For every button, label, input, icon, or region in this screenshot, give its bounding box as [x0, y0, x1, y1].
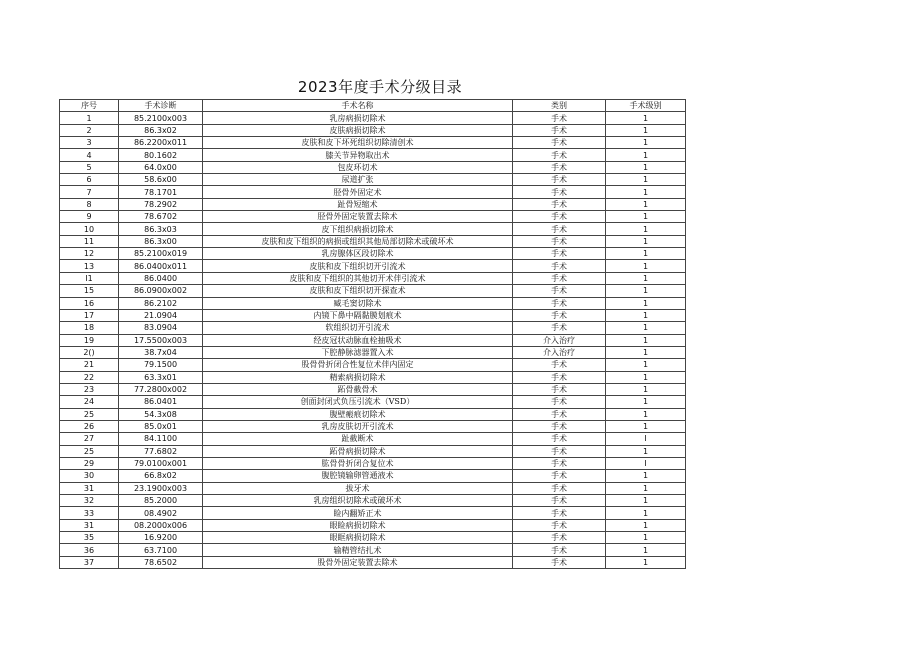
cell-serial-number: 7 — [60, 186, 119, 198]
cell-surgery-level: 1 — [606, 470, 686, 482]
table-row — [60, 457, 686, 469]
cell-surgery-name: 皮肤和皮下组织的其他切开术伴引流术 — [203, 272, 513, 284]
cell-surgery-level: 1 — [606, 186, 686, 198]
cell-diagnosis-code: 54.3x08 — [119, 408, 203, 420]
cell-diagnosis-code: 77.2800x002 — [119, 383, 203, 395]
cell-category: 手术 — [513, 161, 606, 173]
cell-surgery-level: 1 — [606, 507, 686, 519]
cell-surgery-level: 1 — [606, 482, 686, 494]
cell-category: 手术 — [513, 272, 606, 284]
cell-serial-number: 18 — [60, 322, 119, 334]
table-row — [60, 112, 686, 124]
cell-category: 手术 — [513, 285, 606, 297]
cell-surgery-level: 1 — [606, 408, 686, 420]
cell-serial-number: 25 — [60, 445, 119, 457]
cell-diagnosis-code: 86.0900x002 — [119, 285, 203, 297]
cell-diagnosis-code: 66.8x02 — [119, 470, 203, 482]
cell-category: 手术 — [513, 420, 606, 432]
cell-surgery-name: 胫骨外固定术 — [203, 186, 513, 198]
cell-serial-number: 21 — [60, 359, 119, 371]
table-row — [60, 532, 686, 544]
cell-serial-number: 31 — [60, 482, 119, 494]
cell-diagnosis-code: 63.7100 — [119, 544, 203, 556]
cell-serial-number: 32 — [60, 495, 119, 507]
cell-category: 手术 — [513, 223, 606, 235]
cell-surgery-level: 1 — [606, 248, 686, 260]
cell-surgery-name: 皮肤和皮下坏死组织切除清创术 — [203, 137, 513, 149]
cell-surgery-name: 趾骨短缩术 — [203, 198, 513, 210]
cell-surgery-level: 1 — [606, 334, 686, 346]
cell-category: 手术 — [513, 309, 606, 321]
cell-diagnosis-code: 85.0x01 — [119, 420, 203, 432]
cell-surgery-name: 皮肤和皮下组织的病损或组织其他局部切除术或破坏术 — [203, 235, 513, 247]
cell-surgery-name: 腹腔镜输卵管通液术 — [203, 470, 513, 482]
cell-serial-number: 24 — [60, 396, 119, 408]
cell-category: 手术 — [513, 371, 606, 383]
cell-surgery-name: 创面封闭式负压引流术（VSD） — [203, 396, 513, 408]
cell-surgery-name: 内镜下鼻中隔黏膜划痕术 — [203, 309, 513, 321]
cell-category: 介入治疗 — [513, 334, 606, 346]
cell-surgery-name: 腹壁瘢痕切除术 — [203, 408, 513, 420]
table-row — [60, 371, 686, 383]
cell-category: 手术 — [513, 408, 606, 420]
header-surgery-level: 手术级别 — [606, 100, 686, 112]
cell-diagnosis-code: 38.7x04 — [119, 346, 203, 358]
cell-serial-number: 30 — [60, 470, 119, 482]
cell-diagnosis-code: 85.2100x003 — [119, 112, 203, 124]
cell-surgery-level: 1 — [606, 346, 686, 358]
table-row — [60, 420, 686, 432]
cell-category: 手术 — [513, 124, 606, 136]
table-row — [60, 482, 686, 494]
cell-surgery-level: I — [606, 457, 686, 469]
cell-serial-number: 9 — [60, 211, 119, 223]
cell-surgery-level: 1 — [606, 309, 686, 321]
cell-surgery-level: I — [606, 433, 686, 445]
header-diagnosis-code: 手术诊断 — [119, 100, 203, 112]
cell-diagnosis-code: 86.2102 — [119, 297, 203, 309]
cell-serial-number: 37 — [60, 556, 119, 568]
cell-diagnosis-code: 86.3x02 — [119, 124, 203, 136]
cell-surgery-name: 精索病损切除术 — [203, 371, 513, 383]
cell-serial-number: 15 — [60, 285, 119, 297]
cell-diagnosis-code: 78.2902 — [119, 198, 203, 210]
cell-category: 手术 — [513, 174, 606, 186]
table-row — [60, 383, 686, 395]
header-surgery-name: 手术名称 — [203, 100, 513, 112]
cell-serial-number: 33 — [60, 507, 119, 519]
table-row — [60, 519, 686, 531]
table-row — [60, 272, 686, 284]
cell-surgery-level: 1 — [606, 420, 686, 432]
cell-surgery-name: 经皮冠状动脉血栓抽吸术 — [203, 334, 513, 346]
cell-serial-number: 31 — [60, 519, 119, 531]
cell-surgery-name: 股骨骨折闭合性复位术伴内固定 — [203, 359, 513, 371]
cell-surgery-name: 输精管结扎术 — [203, 544, 513, 556]
cell-surgery-name: 臧毛窦切除术 — [203, 297, 513, 309]
cell-serial-number: 2() — [60, 346, 119, 358]
table-row — [60, 470, 686, 482]
cell-category: 手术 — [513, 470, 606, 482]
table-row — [60, 124, 686, 136]
cell-diagnosis-code: 78.1701 — [119, 186, 203, 198]
table-row — [60, 174, 686, 186]
cell-diagnosis-code: 86.3x03 — [119, 223, 203, 235]
cell-surgery-level: 1 — [606, 359, 686, 371]
cell-serial-number: 36 — [60, 544, 119, 556]
table-row — [60, 235, 686, 247]
cell-surgery-level: 1 — [606, 556, 686, 568]
table-row — [60, 248, 686, 260]
table-row — [60, 396, 686, 408]
cell-surgery-name: 眼睑病损切除术 — [203, 519, 513, 531]
cell-serial-number: 26 — [60, 420, 119, 432]
cell-category: 手术 — [513, 433, 606, 445]
cell-category: 手术 — [513, 211, 606, 223]
cell-diagnosis-code: 83.0904 — [119, 322, 203, 334]
cell-surgery-level: 1 — [606, 161, 686, 173]
cell-serial-number: I1 — [60, 272, 119, 284]
surgery-catalog-table — [59, 99, 686, 569]
table-row — [60, 556, 686, 568]
table-row — [60, 507, 686, 519]
cell-category: 手术 — [513, 260, 606, 272]
cell-category: 手术 — [513, 482, 606, 494]
cell-surgery-name: 胫骨外固定装置去除术 — [203, 211, 513, 223]
table-row — [60, 544, 686, 556]
cell-surgery-name: 尿道扩张 — [203, 174, 513, 186]
cell-category: 手术 — [513, 457, 606, 469]
cell-surgery-level: 1 — [606, 371, 686, 383]
cell-category: 手术 — [513, 556, 606, 568]
cell-serial-number: 25 — [60, 408, 119, 420]
cell-diagnosis-code: 17.5500x003 — [119, 334, 203, 346]
cell-surgery-name: 乳房腺体区段切除术 — [203, 248, 513, 260]
cell-surgery-name: 股骨外固定装置去除术 — [203, 556, 513, 568]
cell-serial-number: 17 — [60, 309, 119, 321]
cell-category: 手术 — [513, 519, 606, 531]
table-row — [60, 346, 686, 358]
cell-diagnosis-code: 86.0400 — [119, 272, 203, 284]
table-row — [60, 359, 686, 371]
cell-diagnosis-code: 78.6702 — [119, 211, 203, 223]
table-row — [60, 297, 686, 309]
cell-diagnosis-code: 77.6802 — [119, 445, 203, 457]
cell-category: 手术 — [513, 507, 606, 519]
cell-surgery-name: 跖骨截骨术 — [203, 383, 513, 395]
cell-surgery-level: 1 — [606, 223, 686, 235]
cell-serial-number: 29 — [60, 457, 119, 469]
cell-serial-number: 3 — [60, 137, 119, 149]
table-row — [60, 495, 686, 507]
table-header-row — [60, 100, 686, 112]
cell-diagnosis-code: 08.4902 — [119, 507, 203, 519]
cell-serial-number: 22 — [60, 371, 119, 383]
cell-surgery-level: 1 — [606, 396, 686, 408]
cell-category: 手术 — [513, 297, 606, 309]
cell-diagnosis-code: 23.1900x003 — [119, 482, 203, 494]
cell-diagnosis-code: 21.0904 — [119, 309, 203, 321]
cell-category: 手术 — [513, 112, 606, 124]
cell-diagnosis-code: 80.1602 — [119, 149, 203, 161]
cell-category: 手术 — [513, 322, 606, 334]
table-row — [60, 198, 686, 210]
cell-diagnosis-code: 86.3x00 — [119, 235, 203, 247]
cell-surgery-name: 下腔静脉滤器置入术 — [203, 346, 513, 358]
cell-serial-number: 10 — [60, 223, 119, 235]
cell-serial-number: 13 — [60, 260, 119, 272]
cell-serial-number: 12 — [60, 248, 119, 260]
cell-surgery-name: 皮肤病损切除术 — [203, 124, 513, 136]
table-row — [60, 260, 686, 272]
cell-diagnosis-code: 85.2000 — [119, 495, 203, 507]
cell-surgery-level: 1 — [606, 322, 686, 334]
cell-diagnosis-code: 84.1100 — [119, 433, 203, 445]
cell-surgery-level: 1 — [606, 285, 686, 297]
cell-surgery-name: 跖骨病损切除术 — [203, 445, 513, 457]
cell-serial-number: 35 — [60, 532, 119, 544]
cell-serial-number: 5 — [60, 161, 119, 173]
cell-surgery-level: 1 — [606, 445, 686, 457]
cell-category: 手术 — [513, 445, 606, 457]
cell-surgery-level: 1 — [606, 383, 686, 395]
cell-category: 介入治疗 — [513, 346, 606, 358]
cell-diagnosis-code: 85.2100x019 — [119, 248, 203, 260]
cell-surgery-level: 1 — [606, 260, 686, 272]
table-row — [60, 285, 686, 297]
table-row — [60, 149, 686, 161]
table-row — [60, 309, 686, 321]
cell-category: 手术 — [513, 383, 606, 395]
cell-surgery-name: 包皮环切术 — [203, 161, 513, 173]
cell-diagnosis-code: 58.6x00 — [119, 174, 203, 186]
cell-category: 手术 — [513, 248, 606, 260]
cell-surgery-name: 皮肤和皮下组织切开引流术 — [203, 260, 513, 272]
cell-surgery-level: 1 — [606, 235, 686, 247]
table-row — [60, 322, 686, 334]
cell-serial-number: 8 — [60, 198, 119, 210]
cell-surgery-level: 1 — [606, 532, 686, 544]
cell-surgery-name: 膝关节异物取出术 — [203, 149, 513, 161]
cell-category: 手术 — [513, 186, 606, 198]
cell-serial-number: 23 — [60, 383, 119, 395]
document-title: 2023年度手术分级目录 — [297, 78, 463, 96]
cell-category: 手术 — [513, 149, 606, 161]
table-row — [60, 223, 686, 235]
cell-surgery-name: 眼眶病损切除术 — [203, 532, 513, 544]
cell-surgery-name: 拔牙术 — [203, 482, 513, 494]
cell-serial-number: 2 — [60, 124, 119, 136]
cell-surgery-level: 1 — [606, 211, 686, 223]
cell-serial-number: 27 — [60, 433, 119, 445]
cell-surgery-level: 1 — [606, 137, 686, 149]
table-row — [60, 433, 686, 445]
cell-diagnosis-code: 08.2000x006 — [119, 519, 203, 531]
table-row — [60, 161, 686, 173]
cell-serial-number: 4 — [60, 149, 119, 161]
table-row — [60, 186, 686, 198]
cell-serial-number: 11 — [60, 235, 119, 247]
cell-diagnosis-code: 86.0401 — [119, 396, 203, 408]
cell-category: 手术 — [513, 495, 606, 507]
table-row — [60, 408, 686, 420]
header-category: 类别 — [513, 100, 606, 112]
cell-surgery-level: 1 — [606, 124, 686, 136]
cell-surgery-name: 皮下组织病损切除术 — [203, 223, 513, 235]
cell-surgery-name: 皮肤和皮下组织切开探查术 — [203, 285, 513, 297]
cell-diagnosis-code: 78.6502 — [119, 556, 203, 568]
cell-surgery-level: 1 — [606, 519, 686, 531]
cell-surgery-name: 睑内翻矫正术 — [203, 507, 513, 519]
cell-category: 手术 — [513, 544, 606, 556]
cell-category: 手术 — [513, 396, 606, 408]
cell-serial-number: 19 — [60, 334, 119, 346]
table-row — [60, 445, 686, 457]
cell-category: 手术 — [513, 198, 606, 210]
table-row — [60, 137, 686, 149]
cell-diagnosis-code: 86.0400x011 — [119, 260, 203, 272]
header-serial-number: 序号 — [60, 100, 119, 112]
cell-diagnosis-code: 64.0x00 — [119, 161, 203, 173]
cell-serial-number: 6 — [60, 174, 119, 186]
cell-surgery-name: 趾截断术 — [203, 433, 513, 445]
cell-surgery-level: 1 — [606, 112, 686, 124]
table-body — [60, 112, 686, 569]
cell-diagnosis-code: 86.2200x011 — [119, 137, 203, 149]
cell-surgery-level: 1 — [606, 297, 686, 309]
cell-diagnosis-code: 79.0100x001 — [119, 457, 203, 469]
cell-category: 手术 — [513, 235, 606, 247]
cell-surgery-level: 1 — [606, 149, 686, 161]
cell-surgery-level: 1 — [606, 272, 686, 284]
cell-category: 手术 — [513, 359, 606, 371]
cell-category: 手术 — [513, 137, 606, 149]
cell-surgery-level: 1 — [606, 174, 686, 186]
cell-surgery-name: 乳房病损切除术 — [203, 112, 513, 124]
table-row — [60, 211, 686, 223]
cell-surgery-name: 肱骨骨折闭合复位术 — [203, 457, 513, 469]
cell-serial-number: 1 — [60, 112, 119, 124]
cell-serial-number: 16 — [60, 297, 119, 309]
cell-diagnosis-code: 63.3x01 — [119, 371, 203, 383]
cell-surgery-level: 1 — [606, 544, 686, 556]
cell-category: 手术 — [513, 532, 606, 544]
cell-surgery-name: 乳房皮肤切开引流术 — [203, 420, 513, 432]
cell-diagnosis-code: 16.9200 — [119, 532, 203, 544]
cell-surgery-level: 1 — [606, 495, 686, 507]
cell-surgery-name: 软组织切开引流术 — [203, 322, 513, 334]
cell-surgery-level: 1 — [606, 198, 686, 210]
cell-diagnosis-code: 79.1500 — [119, 359, 203, 371]
cell-surgery-name: 乳房组织切除术或破坏术 — [203, 495, 513, 507]
table-row — [60, 334, 686, 346]
